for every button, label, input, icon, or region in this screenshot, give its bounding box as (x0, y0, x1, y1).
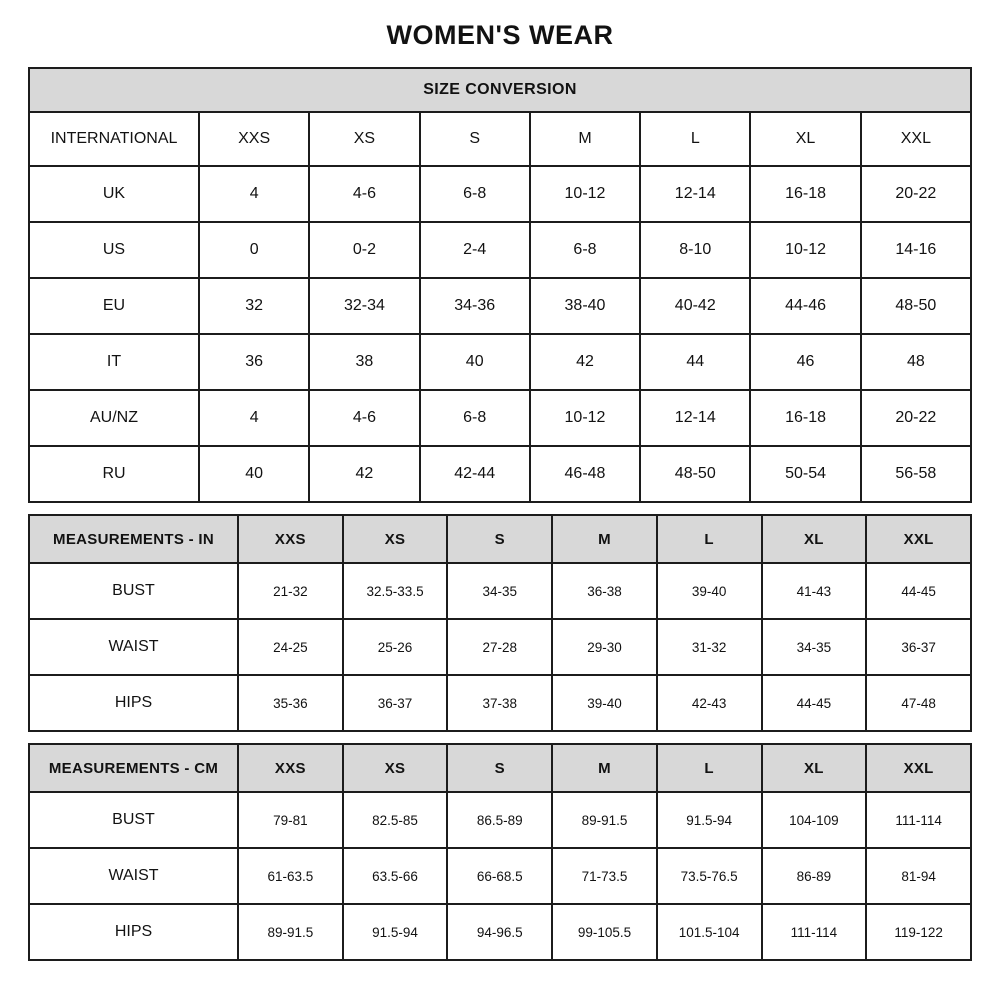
table-cell: 50-54 (750, 446, 860, 502)
table-cell: 61-63.5 (238, 848, 343, 904)
table-row (29, 166, 971, 222)
size-column-header: L (640, 112, 750, 166)
size-column-header: XL (750, 112, 860, 166)
page-title: WOMEN'S WEAR (386, 20, 614, 50)
table-cell: 101.5-104 (657, 904, 762, 960)
table-cell: 46 (750, 334, 860, 390)
table-cell: 10-12 (750, 222, 860, 278)
table-header-label: MEASUREMENTS - IN (29, 515, 238, 563)
table-cell: 4-6 (309, 390, 419, 446)
table-cell: 16-18 (750, 166, 860, 222)
table-cell: 99-105.5 (552, 904, 657, 960)
table-cell: 0 (199, 222, 309, 278)
table-cell: 40 (199, 446, 309, 502)
table-cell: 47-48 (866, 675, 971, 731)
table-cell: 42 (309, 446, 419, 502)
table-cell: 20-22 (861, 390, 971, 446)
table-row (29, 390, 971, 446)
table-cell: 89-91.5 (552, 792, 657, 848)
size-column-header: L (657, 515, 762, 563)
table-cell: 86.5-89 (447, 792, 552, 848)
table-cell: 42-43 (657, 675, 762, 731)
table-cell: 111-114 (762, 904, 867, 960)
table-row (29, 675, 971, 731)
table-cell: 14-16 (861, 222, 971, 278)
table-header-label: MEASUREMENTS - CM (29, 744, 238, 792)
size-column-header: XXS (238, 744, 343, 792)
table-cell: 20-22 (861, 166, 971, 222)
table-cell: 29-30 (552, 619, 657, 675)
row-label: UK (29, 166, 199, 222)
table-cell: 63.5-66 (343, 848, 448, 904)
row-label: WAIST (29, 848, 238, 904)
table-cell: 42 (530, 334, 640, 390)
table-cell: 4 (199, 166, 309, 222)
size-column-header: XL (762, 744, 867, 792)
row-label: EU (29, 278, 199, 334)
size-column-header: S (447, 744, 552, 792)
table-cell: 10-12 (530, 390, 640, 446)
table-row (29, 619, 971, 675)
table-cell: 36-37 (866, 619, 971, 675)
table-header-label: INTERNATIONAL (29, 112, 199, 166)
table-row (29, 334, 971, 390)
table-cell: 34-35 (447, 563, 552, 619)
table-cell: 10-12 (530, 166, 640, 222)
table-cell: 31-32 (657, 619, 762, 675)
table-cell: 34-36 (420, 278, 530, 334)
row-label: AU/NZ (29, 390, 199, 446)
table-cell: 12-14 (640, 166, 750, 222)
size-column-header: XS (343, 515, 448, 563)
row-label: IT (29, 334, 199, 390)
table-cell: 48 (861, 334, 971, 390)
row-label: HIPS (29, 675, 238, 731)
table-cell: 48-50 (640, 446, 750, 502)
table-cell: 38 (309, 334, 419, 390)
table-cell: 21-32 (238, 563, 343, 619)
row-label: RU (29, 446, 199, 502)
table-cell: 32-34 (309, 278, 419, 334)
table-cell: 12-14 (640, 390, 750, 446)
table-cell: 2-4 (420, 222, 530, 278)
table-cell: 0-2 (309, 222, 419, 278)
table-cell: 94-96.5 (447, 904, 552, 960)
table-cell: 86-89 (762, 848, 867, 904)
table-row (29, 446, 971, 502)
table-cell: 35-36 (238, 675, 343, 731)
table-row (29, 563, 971, 619)
table-cell: 79-81 (238, 792, 343, 848)
table-cell: 48-50 (861, 278, 971, 334)
table-cell: 44-45 (762, 675, 867, 731)
table-cell: 32 (199, 278, 309, 334)
size-column-header: S (447, 515, 552, 563)
table-cell: 104-109 (762, 792, 867, 848)
size-column-header: XXL (866, 744, 971, 792)
size-column-header: XXL (866, 515, 971, 563)
measurements-in-table (28, 514, 972, 732)
table-cell: 39-40 (657, 563, 762, 619)
table-cell: 41-43 (762, 563, 867, 619)
table-cell: 42-44 (420, 446, 530, 502)
table-cell: 36-37 (343, 675, 448, 731)
table-cell: 36 (199, 334, 309, 390)
measurements-cm-table (28, 743, 972, 961)
table-row (29, 222, 971, 278)
table-cell: 73.5-76.5 (657, 848, 762, 904)
size-column-header: XXL (861, 112, 971, 166)
size-column-header: M (552, 744, 657, 792)
size-conversion-table (28, 67, 972, 503)
size-column-header: XXS (199, 112, 309, 166)
table-cell: 44 (640, 334, 750, 390)
table-cell: 32.5-33.5 (343, 563, 448, 619)
table-row (29, 848, 971, 904)
size-column-header: XS (309, 112, 419, 166)
size-column-header: L (657, 744, 762, 792)
table-cell: 44-46 (750, 278, 860, 334)
table-cell: 8-10 (640, 222, 750, 278)
size-column-header: S (420, 112, 530, 166)
table-cell: 44-45 (866, 563, 971, 619)
table-cell: 6-8 (420, 166, 530, 222)
table-cell: 16-18 (750, 390, 860, 446)
table-cell: 25-26 (343, 619, 448, 675)
table-cell: 71-73.5 (552, 848, 657, 904)
table-cell: 56-58 (861, 446, 971, 502)
table-cell: 91.5-94 (343, 904, 448, 960)
table-cell: 37-38 (447, 675, 552, 731)
size-column-header: XS (343, 744, 448, 792)
row-label: US (29, 222, 199, 278)
table-row (29, 278, 971, 334)
table-cell: 119-122 (866, 904, 971, 960)
size-column-header: XXS (238, 515, 343, 563)
row-label: WAIST (29, 619, 238, 675)
table-cell: 40-42 (640, 278, 750, 334)
table-cell: 4 (199, 390, 309, 446)
row-label: BUST (29, 563, 238, 619)
table-cell: 34-35 (762, 619, 867, 675)
table-cell: 46-48 (530, 446, 640, 502)
table-cell: 36-38 (552, 563, 657, 619)
table-row (29, 792, 971, 848)
table-cell: 91.5-94 (657, 792, 762, 848)
table-cell: 38-40 (530, 278, 640, 334)
size-column-header: M (530, 112, 640, 166)
table-cell: 4-6 (309, 166, 419, 222)
table-cell: 40 (420, 334, 530, 390)
table-cell: 82.5-85 (343, 792, 448, 848)
table-cell: 24-25 (238, 619, 343, 675)
size-column-header: M (552, 515, 657, 563)
table-cell: 39-40 (552, 675, 657, 731)
table-cell: 6-8 (420, 390, 530, 446)
table-cell: 81-94 (866, 848, 971, 904)
table-cell: 66-68.5 (447, 848, 552, 904)
table-row (29, 904, 971, 960)
table-cell: 111-114 (866, 792, 971, 848)
size-column-header: XL (762, 515, 867, 563)
table-cell: 6-8 (530, 222, 640, 278)
table-cell: 27-28 (447, 619, 552, 675)
table-title: SIZE CONVERSION (29, 68, 971, 112)
row-label: BUST (29, 792, 238, 848)
row-label: HIPS (29, 904, 238, 960)
table-cell: 89-91.5 (238, 904, 343, 960)
